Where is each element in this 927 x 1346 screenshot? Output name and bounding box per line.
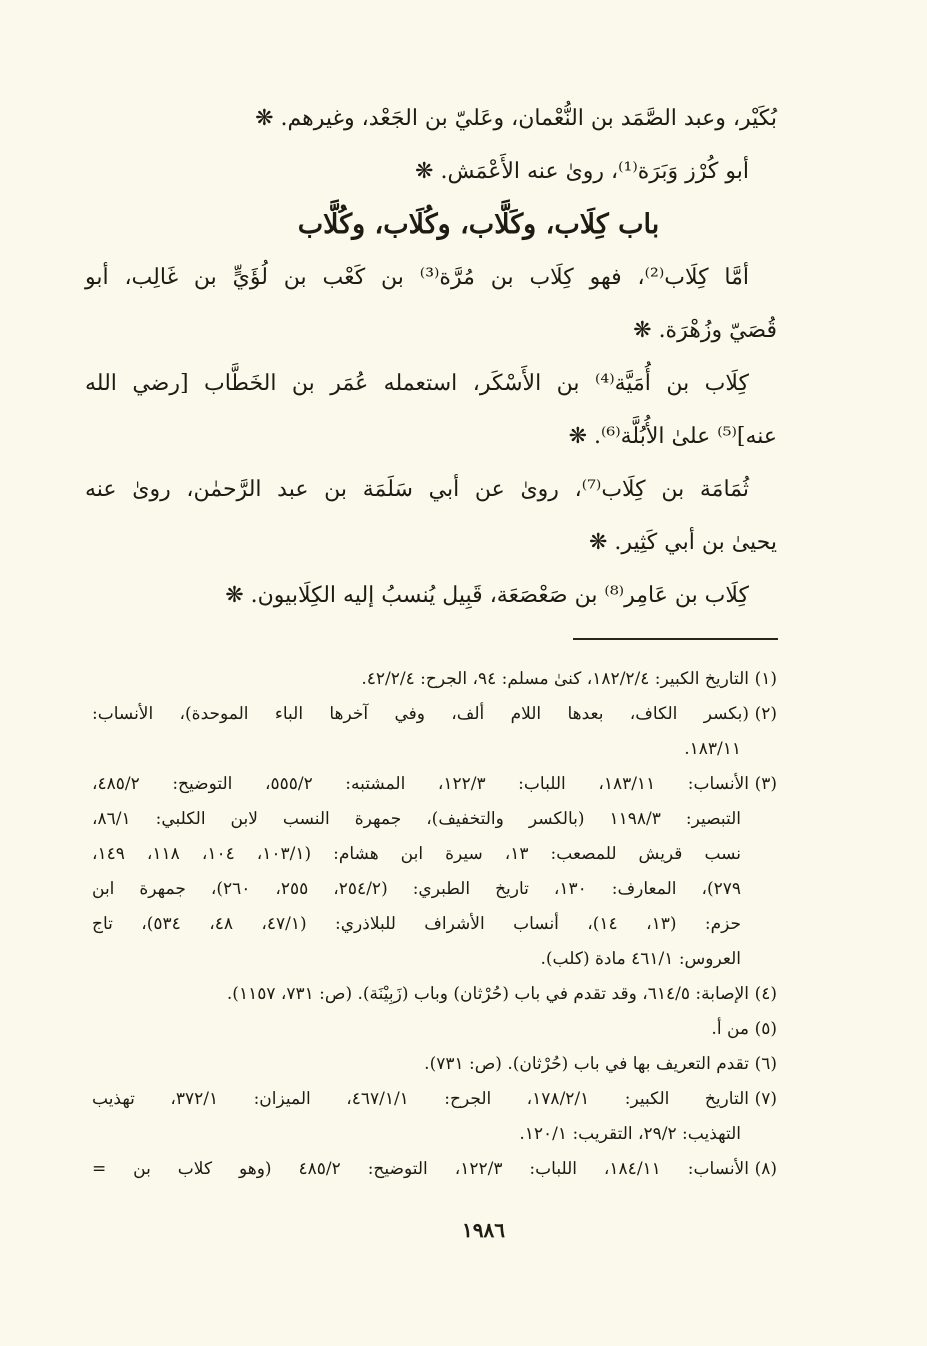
- footnote-text: ١٨٣/١١.: [684, 739, 741, 759]
- main-text: [85, 92, 777, 622]
- footnote-text: حزم: (١٣، ١٤)، أنساب الأشراف للبلاذري: (٤٧/١، ٤٨، ٥٣٤)، تاج: [92, 914, 742, 934]
- footnote-text: (بكسر الكاف، بعدها اللام ألف، وفي آخرها الباء الموحدة)، الأنساب:: [92, 704, 749, 724]
- main-line-2: أبو كُرْز وَبَرَة⁽¹⁾، روىٰ عنه الأَعْمَش. ❋: [415, 159, 749, 184]
- footnote-number: (٣): [754, 774, 777, 794]
- main-line-1: بُكَيْر، وعبد الصَّمَد بن النُّعْمان، وعَليّ بن الجَعْد، وغيرهم. ❋: [255, 106, 777, 131]
- footnote-text: الأنساب: ١٨٣/١١، اللباب: ١٢٢/٣، المشتبه: ٥٥٥/٢، التوضيح: ٤٨٥/٢،: [92, 774, 749, 794]
- footnote-text: الإصابة: ٦١٤/٥، وقد تقدم في باب (حُرْثان) وباب (زَبِيْنَة). (ص: ٧٣١، ١١٥٧).: [226, 984, 749, 1004]
- main-line-7: عنه]⁽⁵⁾ علىٰ الأُبُلَّة⁽⁶⁾. ❋: [568, 424, 777, 449]
- footnote-2: [92, 697, 777, 732]
- footnote-number: (٢): [754, 704, 777, 724]
- footnote-text: التهذيب: ٢٩/٢، التقريب: ١٢٠/١.: [519, 1124, 741, 1144]
- main-line-9: يحيىٰ بن أبي كَثِير. ❋: [588, 530, 777, 555]
- footnote-3: [92, 767, 777, 802]
- footnote-text: ٢٧٩)، المعارف: ١٣٠، تاريخ الطبري: (٢٥٤/٢، ٢٥٥، ٢٦٠)، جمهرة ابن: [92, 879, 742, 899]
- footnote-text: تقدم التعريف بها في باب (حُرْثان). (ص: ٧٣١).: [424, 1054, 749, 1074]
- footnote-5: [92, 1012, 777, 1047]
- footnote-3-cont: [92, 872, 777, 907]
- footnote-separator: [573, 638, 778, 640]
- main-line-4: أمَّا كِلَاب⁽²⁾، فهو كِلَاب بن مُرَّة⁽³⁾ بن كَعْب بن لُؤَيٍّ بن غَالِب، أبو: [85, 265, 749, 290]
- footnote-number: (٤): [754, 984, 777, 1004]
- main-line-6: كِلَاب بن أُمَيَّة⁽⁴⁾ بن الأَسْكَر، استعمله عُمَر بن الخَطَّاب [رضي الله: [85, 371, 749, 396]
- main-line-5: قُصَيّ وزُهْرَة. ❋: [633, 318, 777, 343]
- footnote-number: (٨): [754, 1159, 777, 1179]
- footnote-text: العروس: ٤٦١/١ مادة (كلب).: [540, 949, 741, 969]
- footnote-2-cont: [92, 732, 777, 767]
- main-line-10: كِلَاب بن عَامِر⁽⁸⁾ بن صَعْصَعَة، قَبِيل يُنسبُ إليه الكِلَابيون. ❋: [225, 583, 749, 608]
- footnote-text: من أ.: [711, 1019, 749, 1039]
- footnote-7: [92, 1082, 777, 1117]
- footnote-text: التبصير: ١١٩٨/٣ (بالكسر والتخفيف)، جمهرة النسب لابن الكلبي: ٨٦/١،: [92, 809, 741, 829]
- footnote-number: (٧): [754, 1089, 777, 1109]
- footnote-3-cont: [92, 802, 777, 837]
- page-number: ١٩٨٦: [462, 1218, 505, 1242]
- footnote-number: (١): [754, 669, 777, 689]
- main-line-8: ثُمَامَة بن كِلَاب⁽⁷⁾، روىٰ عن أبي سَلَمَة بن عبد الرَّحمٰن، روىٰ عنه: [85, 477, 749, 502]
- footnote-7-cont: [92, 1117, 777, 1152]
- footnote-3-cont: [92, 837, 777, 872]
- footnote-text: التاريخ الكبير: ١٧٨/٢/١، الجرح: ٤٦٧/١/١، الميزان: ٣٧٢/١، تهذيب: [92, 1089, 749, 1109]
- footnote-1: [92, 662, 777, 697]
- section-heading: باب كِلَاب، وكَلَّاب، وكُلَاب، وكُلَّاب: [297, 209, 660, 240]
- footnotes: [92, 662, 777, 1187]
- footnote-3-cont: [92, 907, 777, 942]
- footnote-6: [92, 1047, 777, 1082]
- footnote-4: [92, 977, 777, 1012]
- footnote-text: الأنساب: ١٨٤/١١، اللباب: ١٢٢/٣، التوضيح: ٤٨٥/٢ (وهو كلاب بن =: [92, 1159, 749, 1179]
- footnote-text: نسب قريش للمصعب: ١٣، سيرة ابن هشام: (١٠٣/١، ١٠٤، ١١٨، ١٤٩،: [92, 844, 742, 864]
- footnote-8: [92, 1152, 777, 1187]
- footnote-text: التاريخ الكبير: ١٨٢/٢/٤، كنىٰ مسلم: ٩٤، الجرح: ٤٢/٢/٤.: [361, 669, 749, 689]
- footnote-number: (٦): [754, 1054, 777, 1074]
- footnote-3-cont: [92, 942, 777, 977]
- footnote-number: (٥): [754, 1019, 777, 1039]
